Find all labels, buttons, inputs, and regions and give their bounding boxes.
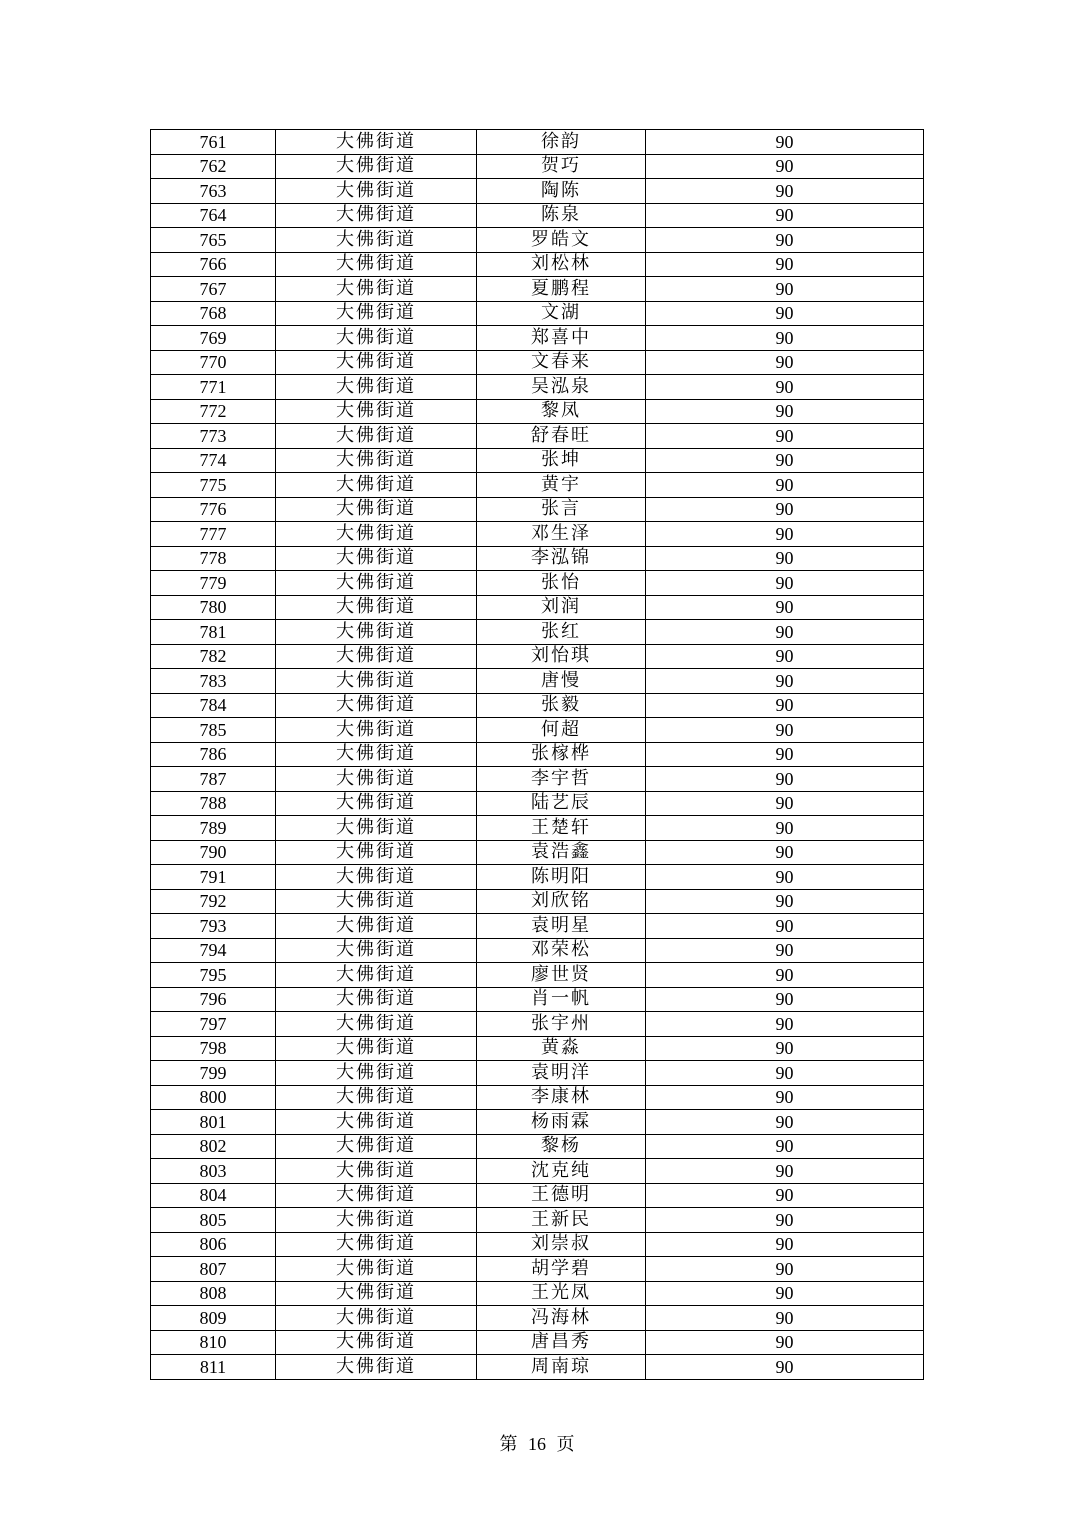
- cell-number: 782: [151, 644, 276, 669]
- cell-number: 806: [151, 1232, 276, 1257]
- cell-name: 黄淼: [477, 1036, 646, 1061]
- cell-score: 90: [646, 1355, 924, 1380]
- cell-name: 邓生泽: [477, 522, 646, 547]
- table-row: [151, 840, 924, 865]
- cell-score: 90: [646, 1159, 924, 1184]
- cell-score: 90: [646, 791, 924, 816]
- cell-name: 李康林: [477, 1085, 646, 1110]
- cell-number: 775: [151, 473, 276, 498]
- table-row: [151, 473, 924, 498]
- cell-name: 黎杨: [477, 1134, 646, 1159]
- cell-name: 张坤: [477, 448, 646, 473]
- cell-number: 772: [151, 399, 276, 424]
- cell-score: 90: [646, 816, 924, 841]
- table-row: [151, 571, 924, 596]
- table-row: [151, 375, 924, 400]
- table-row: [151, 301, 924, 326]
- cell-score: 90: [646, 571, 924, 596]
- cell-name: 罗皓文: [477, 228, 646, 253]
- cell-number: 787: [151, 767, 276, 792]
- cell-score: 90: [646, 1330, 924, 1355]
- cell-area: 大佛街道: [276, 179, 477, 204]
- table-row: [151, 791, 924, 816]
- cell-area: 大佛街道: [276, 546, 477, 571]
- table-row: [151, 1159, 924, 1184]
- cell-area: 大佛街道: [276, 252, 477, 277]
- cell-name: 胡学碧: [477, 1257, 646, 1282]
- table-row: [151, 644, 924, 669]
- table-row: [151, 816, 924, 841]
- table-row: [151, 742, 924, 767]
- cell-score: 90: [646, 987, 924, 1012]
- cell-name: 黄宇: [477, 473, 646, 498]
- cell-score: 90: [646, 448, 924, 473]
- cell-score: 90: [646, 497, 924, 522]
- table-row: [151, 1208, 924, 1233]
- cell-score: 90: [646, 693, 924, 718]
- table-row: [151, 963, 924, 988]
- table-row: [151, 767, 924, 792]
- cell-score: 90: [646, 350, 924, 375]
- cell-area: 大佛街道: [276, 1110, 477, 1135]
- cell-area: 大佛街道: [276, 1306, 477, 1331]
- cell-number: 805: [151, 1208, 276, 1233]
- cell-name: 舒春旺: [477, 424, 646, 449]
- cell-area: 大佛街道: [276, 987, 477, 1012]
- cell-number: 791: [151, 865, 276, 890]
- cell-score: 90: [646, 179, 924, 204]
- cell-score: 90: [646, 399, 924, 424]
- cell-number: 768: [151, 301, 276, 326]
- cell-number: 783: [151, 669, 276, 694]
- roster-table: [150, 129, 924, 1380]
- footer-page-number: 16: [528, 1434, 546, 1454]
- cell-number: 789: [151, 816, 276, 841]
- cell-number: 771: [151, 375, 276, 400]
- cell-score: 90: [646, 595, 924, 620]
- roster-table-body: [151, 130, 924, 1380]
- cell-score: 90: [646, 203, 924, 228]
- table-row: [151, 620, 924, 645]
- cell-name: 夏鹏程: [477, 277, 646, 302]
- table-row: [151, 1085, 924, 1110]
- cell-name: 王德明: [477, 1183, 646, 1208]
- cell-number: 770: [151, 350, 276, 375]
- cell-number: 809: [151, 1306, 276, 1331]
- cell-name: 徐韵: [477, 130, 646, 155]
- cell-score: 90: [646, 1232, 924, 1257]
- cell-score: 90: [646, 767, 924, 792]
- cell-score: 90: [646, 865, 924, 890]
- cell-score: 90: [646, 546, 924, 571]
- cell-name: 王新民: [477, 1208, 646, 1233]
- cell-area: 大佛街道: [276, 1061, 477, 1086]
- table-row: [151, 424, 924, 449]
- table-row: [151, 350, 924, 375]
- cell-area: 大佛街道: [276, 228, 477, 253]
- cell-name: 陶陈: [477, 179, 646, 204]
- cell-name: 李宇哲: [477, 767, 646, 792]
- table-row: [151, 497, 924, 522]
- cell-area: 大佛街道: [276, 669, 477, 694]
- cell-score: 90: [646, 914, 924, 939]
- page-footer: [0, 1430, 1074, 1456]
- cell-score: 90: [646, 840, 924, 865]
- table-row: [151, 1183, 924, 1208]
- table-row: [151, 154, 924, 179]
- cell-number: 785: [151, 718, 276, 743]
- cell-name: 杨雨霖: [477, 1110, 646, 1135]
- cell-score: 90: [646, 938, 924, 963]
- cell-name: 刘怡琪: [477, 644, 646, 669]
- cell-number: 801: [151, 1110, 276, 1135]
- table-row: [151, 1281, 924, 1306]
- cell-area: 大佛街道: [276, 154, 477, 179]
- cell-name: 袁浩鑫: [477, 840, 646, 865]
- cell-area: 大佛街道: [276, 301, 477, 326]
- cell-area: 大佛街道: [276, 644, 477, 669]
- cell-score: 90: [646, 252, 924, 277]
- cell-name: 袁明星: [477, 914, 646, 939]
- cell-score: 90: [646, 718, 924, 743]
- cell-number: 777: [151, 522, 276, 547]
- cell-area: 大佛街道: [276, 375, 477, 400]
- cell-number: 804: [151, 1183, 276, 1208]
- cell-area: 大佛街道: [276, 448, 477, 473]
- cell-area: 大佛街道: [276, 595, 477, 620]
- cell-number: 786: [151, 742, 276, 767]
- cell-area: 大佛街道: [276, 1281, 477, 1306]
- cell-name: 刘松林: [477, 252, 646, 277]
- cell-area: 大佛街道: [276, 1159, 477, 1184]
- cell-number: 776: [151, 497, 276, 522]
- table-row: [151, 669, 924, 694]
- cell-area: 大佛街道: [276, 1232, 477, 1257]
- cell-name: 张榢桦: [477, 742, 646, 767]
- table-row: [151, 938, 924, 963]
- table-row: [151, 546, 924, 571]
- cell-area: 大佛街道: [276, 693, 477, 718]
- cell-area: 大佛街道: [276, 767, 477, 792]
- cell-number: 773: [151, 424, 276, 449]
- cell-name: 周南琼: [477, 1355, 646, 1380]
- cell-name: 张红: [477, 620, 646, 645]
- cell-number: 796: [151, 987, 276, 1012]
- cell-number: 800: [151, 1085, 276, 1110]
- cell-area: 大佛街道: [276, 1257, 477, 1282]
- table-row: [151, 693, 924, 718]
- footer-prefix: 第: [499, 1434, 518, 1454]
- table-row: [151, 914, 924, 939]
- cell-area: 大佛街道: [276, 350, 477, 375]
- cell-number: 811: [151, 1355, 276, 1380]
- cell-name: 唐慢: [477, 669, 646, 694]
- cell-number: 788: [151, 791, 276, 816]
- cell-number: 810: [151, 1330, 276, 1355]
- cell-score: 90: [646, 1085, 924, 1110]
- cell-area: 大佛街道: [276, 1085, 477, 1110]
- cell-score: 90: [646, 644, 924, 669]
- cell-number: 795: [151, 963, 276, 988]
- table-row: [151, 448, 924, 473]
- table-row: [151, 1036, 924, 1061]
- cell-number: 784: [151, 693, 276, 718]
- cell-score: 90: [646, 154, 924, 179]
- cell-number: 779: [151, 571, 276, 596]
- cell-area: 大佛街道: [276, 203, 477, 228]
- cell-number: 792: [151, 889, 276, 914]
- table-row: [151, 1257, 924, 1282]
- cell-number: 808: [151, 1281, 276, 1306]
- cell-area: 大佛街道: [276, 399, 477, 424]
- cell-score: 90: [646, 742, 924, 767]
- cell-name: 文湖: [477, 301, 646, 326]
- cell-name: 郑喜中: [477, 326, 646, 351]
- table-row: [151, 326, 924, 351]
- table-row: [151, 1232, 924, 1257]
- cell-area: 大佛街道: [276, 1134, 477, 1159]
- cell-area: 大佛街道: [276, 816, 477, 841]
- cell-score: 90: [646, 1036, 924, 1061]
- cell-name: 唐昌秀: [477, 1330, 646, 1355]
- cell-name: 黎凤: [477, 399, 646, 424]
- table-row: [151, 399, 924, 424]
- cell-name: 沈克纯: [477, 1159, 646, 1184]
- cell-number: 793: [151, 914, 276, 939]
- cell-area: 大佛街道: [276, 326, 477, 351]
- cell-name: 张怡: [477, 571, 646, 596]
- cell-area: 大佛街道: [276, 1012, 477, 1037]
- cell-number: 798: [151, 1036, 276, 1061]
- table-row: [151, 130, 924, 155]
- cell-area: 大佛街道: [276, 742, 477, 767]
- cell-number: 774: [151, 448, 276, 473]
- cell-area: 大佛街道: [276, 130, 477, 155]
- cell-area: 大佛街道: [276, 1036, 477, 1061]
- table-row: [151, 987, 924, 1012]
- cell-name: 刘崇叔: [477, 1232, 646, 1257]
- cell-score: 90: [646, 1306, 924, 1331]
- cell-number: 761: [151, 130, 276, 155]
- cell-number: 767: [151, 277, 276, 302]
- cell-name: 张毅: [477, 693, 646, 718]
- cell-score: 90: [646, 1061, 924, 1086]
- cell-area: 大佛街道: [276, 718, 477, 743]
- cell-area: 大佛街道: [276, 938, 477, 963]
- table-row: [151, 203, 924, 228]
- table-row: [151, 522, 924, 547]
- cell-area: 大佛街道: [276, 497, 477, 522]
- cell-area: 大佛街道: [276, 277, 477, 302]
- cell-area: 大佛街道: [276, 1183, 477, 1208]
- cell-score: 90: [646, 963, 924, 988]
- table-row: [151, 1110, 924, 1135]
- cell-score: 90: [646, 301, 924, 326]
- cell-score: 90: [646, 1257, 924, 1282]
- cell-area: 大佛街道: [276, 424, 477, 449]
- cell-name: 贺巧: [477, 154, 646, 179]
- cell-score: 90: [646, 1110, 924, 1135]
- cell-area: 大佛街道: [276, 914, 477, 939]
- cell-area: 大佛街道: [276, 571, 477, 596]
- cell-score: 90: [646, 620, 924, 645]
- cell-number: 780: [151, 595, 276, 620]
- table-row: [151, 889, 924, 914]
- table-row: [151, 1355, 924, 1380]
- table-row: [151, 252, 924, 277]
- cell-name: 陈泉: [477, 203, 646, 228]
- cell-area: 大佛街道: [276, 522, 477, 547]
- cell-score: 90: [646, 424, 924, 449]
- footer-suffix: 页: [556, 1434, 575, 1454]
- cell-name: 袁明洋: [477, 1061, 646, 1086]
- cell-number: 781: [151, 620, 276, 645]
- table-row: [151, 718, 924, 743]
- cell-score: 90: [646, 669, 924, 694]
- cell-name: 刘欣铭: [477, 889, 646, 914]
- cell-area: 大佛街道: [276, 1355, 477, 1380]
- cell-score: 90: [646, 889, 924, 914]
- cell-score: 90: [646, 326, 924, 351]
- table-row: [151, 1134, 924, 1159]
- cell-number: 769: [151, 326, 276, 351]
- cell-area: 大佛街道: [276, 963, 477, 988]
- cell-area: 大佛街道: [276, 1330, 477, 1355]
- table-row: [151, 1012, 924, 1037]
- cell-number: 803: [151, 1159, 276, 1184]
- cell-name: 邓荣松: [477, 938, 646, 963]
- cell-area: 大佛街道: [276, 889, 477, 914]
- cell-name: 张宇州: [477, 1012, 646, 1037]
- table-row: [151, 1061, 924, 1086]
- cell-area: 大佛街道: [276, 791, 477, 816]
- cell-area: 大佛街道: [276, 840, 477, 865]
- cell-number: 764: [151, 203, 276, 228]
- cell-name: 王楚轩: [477, 816, 646, 841]
- table-row: [151, 179, 924, 204]
- cell-name: 王光凤: [477, 1281, 646, 1306]
- cell-number: 807: [151, 1257, 276, 1282]
- cell-number: 766: [151, 252, 276, 277]
- cell-area: 大佛街道: [276, 865, 477, 890]
- table-row: [151, 595, 924, 620]
- cell-score: 90: [646, 522, 924, 547]
- cell-number: 778: [151, 546, 276, 571]
- cell-area: 大佛街道: [276, 473, 477, 498]
- cell-score: 90: [646, 277, 924, 302]
- cell-number: 794: [151, 938, 276, 963]
- table-row: [151, 1330, 924, 1355]
- cell-name: 廖世贤: [477, 963, 646, 988]
- cell-number: 802: [151, 1134, 276, 1159]
- cell-score: 90: [646, 375, 924, 400]
- cell-name: 陆艺辰: [477, 791, 646, 816]
- cell-score: 90: [646, 473, 924, 498]
- table-row: [151, 865, 924, 890]
- cell-name: 刘润: [477, 595, 646, 620]
- cell-name: 文春来: [477, 350, 646, 375]
- cell-name: 吴泓泉: [477, 375, 646, 400]
- cell-number: 799: [151, 1061, 276, 1086]
- cell-number: 763: [151, 179, 276, 204]
- table-row: [151, 228, 924, 253]
- cell-name: 冯海林: [477, 1306, 646, 1331]
- cell-area: 大佛街道: [276, 620, 477, 645]
- cell-score: 90: [646, 1134, 924, 1159]
- table-row: [151, 1306, 924, 1331]
- cell-score: 90: [646, 130, 924, 155]
- cell-score: 90: [646, 1281, 924, 1306]
- cell-score: 90: [646, 1012, 924, 1037]
- cell-area: 大佛街道: [276, 1208, 477, 1233]
- cell-name: 李泓锦: [477, 546, 646, 571]
- cell-name: 张言: [477, 497, 646, 522]
- cell-score: 90: [646, 228, 924, 253]
- cell-name: 何超: [477, 718, 646, 743]
- cell-number: 797: [151, 1012, 276, 1037]
- cell-name: 肖一帆: [477, 987, 646, 1012]
- cell-number: 762: [151, 154, 276, 179]
- table-row: [151, 277, 924, 302]
- cell-number: 765: [151, 228, 276, 253]
- cell-score: 90: [646, 1208, 924, 1233]
- cell-name: 陈明阳: [477, 865, 646, 890]
- cell-score: 90: [646, 1183, 924, 1208]
- cell-number: 790: [151, 840, 276, 865]
